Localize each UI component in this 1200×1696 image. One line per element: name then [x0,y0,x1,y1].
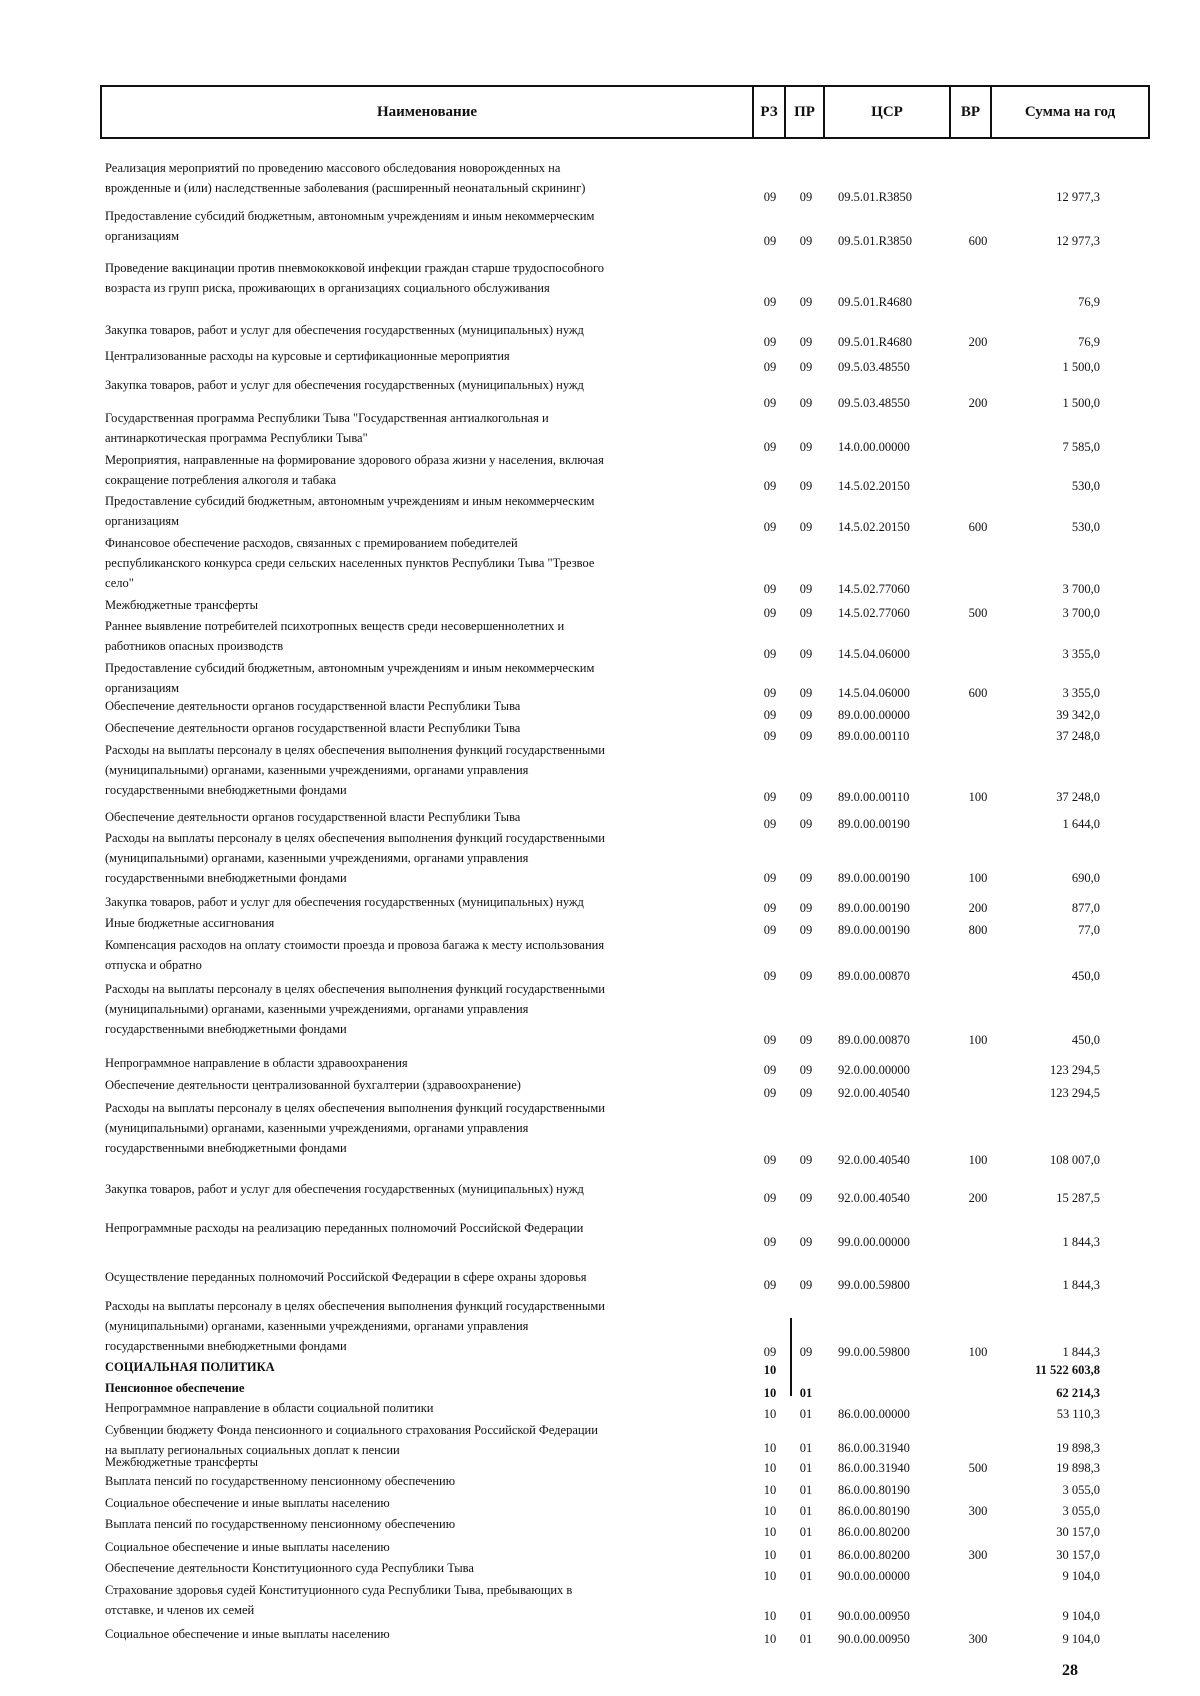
cell-sum: 1 500,0 [1062,396,1100,410]
row-name-line: организациям [105,681,180,695]
row-name [105,375,745,395]
cell-sum: 3 055,0 [1062,1483,1100,1497]
row-name-line: (муниципальными) органами, казенными учреждениями, органами управления [105,1319,529,1333]
row-name [105,408,745,448]
cell-sum: 123 294,5 [1050,1063,1100,1077]
cell-sum: 76,9 [1078,335,1100,349]
row-name [105,158,745,198]
cell-csr: 92.0.00.00000 [838,1063,910,1077]
row-name-line: Иные бюджетные ассигнования [105,916,275,930]
cell-vr: 300 [968,1632,988,1646]
cell-sum: 690,0 [1071,871,1100,885]
cell-rz: 09 [763,923,777,937]
row-name-line: Обеспечение деятельности органов государственной власти Республики Тыва [105,810,521,824]
row-name [105,346,745,366]
row-name-line: Мероприятия, направленные на формирование здорового образа жизни у населения, включая [105,453,604,467]
cell-csr: 14.5.04.06000 [838,686,910,700]
row-name-line: Обеспечение деятельности органов государственной власти Республики Тыва [105,699,521,713]
cell-csr: 92.0.00.40540 [838,1153,910,1167]
row-name-line: на выплату региональных социальных доплат к пенсии [105,1443,400,1457]
cell-pr: 01 [799,1407,813,1421]
cell-pr: 09 [799,1345,813,1359]
cell-rz: 10 [763,1548,777,1562]
cell-rz: 10 [763,1363,777,1377]
row-name [105,1537,745,1557]
row-name [105,979,745,1039]
cell-pr: 09 [799,479,813,493]
cell-rz: 09 [763,817,777,831]
cell-csr: 89.0.00.00190 [838,871,910,885]
cell-rz: 09 [763,606,777,620]
row-name [105,1624,745,1644]
row-name [105,1452,745,1472]
cell-rz: 10 [763,1407,777,1421]
cell-rz: 10 [763,1483,777,1497]
cell-sum: 450,0 [1071,969,1100,983]
cell-csr: 86.0.00.80200 [838,1525,910,1539]
row-name-line: Закупка товаров, работ и услуг для обеспечения государственных (муниципальных) нужд [105,1182,584,1196]
cell-rz: 09 [763,1153,777,1167]
row-name-line: Субвенции бюджету Фонда пенсионного и социального страхования Российской Федерации [105,1423,598,1437]
row-name [105,1218,745,1238]
cell-rz: 09 [763,969,777,983]
cell-pr: 09 [799,190,813,204]
cell-pr: 09 [799,708,813,722]
row-name-line: Расходы на выплаты персоналу в целях обеспечения выполнения функций государственными [105,1101,605,1115]
cell-sum: 9 104,0 [1062,1609,1100,1623]
cell-csr: 89.0.00.00190 [838,817,910,831]
row-name-line: Межбюджетные трансферты [105,598,259,612]
row-name-line: Раннее выявление потребителей психотропных веществ среди несовершеннолетних и [105,619,565,633]
cell-pr: 09 [799,234,813,248]
cell-vr: 100 [968,790,988,804]
row-name-line: Расходы на выплаты персоналу в целях обеспечения выполнения функций государственными [105,831,605,845]
row-name-line: Выплата пенсий по государственному пенсионному обеспечению [105,1474,456,1488]
cell-rz: 09 [763,396,777,410]
pr-column-mark [790,1318,792,1396]
cell-rz: 09 [763,901,777,915]
cell-sum: 1 644,0 [1062,817,1100,831]
cell-sum: 3 700,0 [1062,582,1100,596]
cell-rz: 09 [763,440,777,454]
cell-rz: 09 [763,790,777,804]
cell-sum: 877,0 [1071,901,1100,915]
row-name [105,450,745,490]
row-name [105,1378,745,1398]
cell-pr: 09 [799,335,813,349]
cell-vr: 200 [968,901,988,915]
row-name-line: врожденные и (или) наследственные заболевания (расширенный неонатальный скрининг) [105,181,586,195]
cell-sum: 30 157,0 [1056,1548,1100,1562]
row-name-line: Обеспечение деятельности Конституционного суда Республики Тыва [105,1561,474,1575]
row-name [105,1493,745,1513]
row-name [105,1296,745,1356]
cell-rz: 09 [763,686,777,700]
header-sum: Сумма на год [1024,103,1116,120]
row-name-line: (муниципальными) органами, казенными учреждениями, органами управления [105,1002,529,1016]
row-name-line: Проведение вакцинации против пневмококковой инфекции граждан старше трудоспособного [105,261,605,275]
row-name [105,1098,745,1158]
row-name-line: отпуска и обратно [105,958,202,972]
cell-sum: 76,9 [1078,295,1100,309]
header-name: Наименование [102,87,754,137]
cell-pr: 09 [799,606,813,620]
row-name-line: государственными внебюджетными фондами [105,871,347,885]
cell-csr: 86.0.00.80200 [838,1548,910,1562]
row-name-line: Обеспечение деятельности органов государственной власти Республики Тыва [105,721,521,735]
row-name-line: отставке, и членов их семей [105,1603,255,1617]
cell-csr: 09.5.01.R4680 [838,335,912,349]
cell-pr: 09 [799,790,813,804]
row-name-line: возраста из групп риска, проживающих в организациях социального обслуживания [105,281,550,295]
cell-sum: 39 342,0 [1056,708,1100,722]
cell-csr: 92.0.00.40540 [838,1191,910,1205]
cell-csr: 90.0.00.00000 [838,1569,910,1583]
row-name [105,258,745,298]
cell-csr: 89.0.00.00190 [838,923,910,937]
cell-vr: 200 [968,1191,988,1205]
cell-csr: 89.0.00.00870 [838,969,910,983]
row-name [105,1075,745,1095]
cell-sum: 37 248,0 [1056,729,1100,743]
cell-vr: 500 [968,1461,988,1475]
cell-pr: 09 [799,729,813,743]
cell-csr: 09.5.01.R4680 [838,295,912,309]
cell-sum: 1 844,3 [1062,1345,1100,1359]
cell-rz: 09 [763,647,777,661]
cell-csr: 89.0.00.00190 [838,901,910,915]
cell-rz: 09 [763,1278,777,1292]
cell-rz: 09 [763,190,777,204]
row-name-line: Реализация мероприятий по проведению массового обследования новорожденных на [105,161,561,175]
cell-pr: 09 [799,1191,813,1205]
cell-rz: 09 [763,479,777,493]
row-name [105,718,745,738]
cell-csr: 09.5.01.R3850 [838,190,912,204]
row-name-line: государственными внебюджетными фондами [105,1339,347,1353]
row-name [105,696,745,716]
cell-sum: 1 844,3 [1062,1278,1100,1292]
cell-pr: 09 [799,396,813,410]
row-name [105,533,745,593]
cell-pr: 01 [799,1504,813,1518]
cell-csr: 14.5.04.06000 [838,647,910,661]
cell-rz: 10 [763,1504,777,1518]
cell-csr: 90.0.00.00950 [838,1632,910,1646]
cell-csr: 86.0.00.80190 [838,1504,910,1518]
cell-pr: 09 [799,817,813,831]
cell-sum: 37 248,0 [1056,790,1100,804]
cell-vr: 100 [968,1153,988,1167]
cell-sum: 19 898,3 [1056,1441,1100,1455]
row-name-line: государственными внебюджетными фондами [105,1022,347,1036]
cell-pr: 09 [799,1235,813,1249]
cell-rz: 09 [763,335,777,349]
cell-pr: 09 [799,1153,813,1167]
row-name [105,913,745,933]
row-name-line: Предоставление субсидий бюджетным, автономным учреждениям и иным некоммерческим [105,494,595,508]
cell-pr: 09 [799,1063,813,1077]
row-name [105,595,745,615]
cell-vr: 200 [968,335,988,349]
cell-vr: 600 [968,234,988,248]
cell-csr: 14.5.02.20150 [838,520,910,534]
cell-csr: 89.0.00.00870 [838,1033,910,1047]
cell-csr: 99.0.00.59800 [838,1278,910,1292]
cell-csr: 14.5.02.77060 [838,606,910,620]
row-name-line: Межбюджетные трансферты [105,1455,259,1469]
cell-pr: 01 [799,1548,813,1562]
cell-vr: 100 [968,1033,988,1047]
cell-sum: 53 110,3 [1056,1407,1100,1421]
cell-csr: 09.5.03.48550 [838,360,910,374]
cell-sum: 108 007,0 [1050,1153,1100,1167]
cell-rz: 09 [763,729,777,743]
cell-rz: 10 [763,1525,777,1539]
row-name [105,616,745,656]
row-name-line: государственными внебюджетными фондами [105,1141,347,1155]
row-name-line: Расходы на выплаты персоналу в целях обеспечения выполнения функций государственными [105,1299,605,1313]
cell-csr: 14.5.02.20150 [838,479,910,493]
cell-sum: 12 977,3 [1056,190,1100,204]
cell-sum: 530,0 [1071,479,1100,493]
row-name-line: село" [105,576,134,590]
row-name-line: Закупка товаров, работ и услуг для обеспечения государственных (муниципальных) нужд [105,895,584,909]
page-number: 28 [1062,1662,1078,1679]
cell-csr: 99.0.00.59800 [838,1345,910,1359]
cell-rz: 09 [763,1063,777,1077]
row-name [105,206,745,246]
header-rz: РЗ [754,87,786,137]
cell-sum: 3 355,0 [1062,686,1100,700]
row-name-line: Страхование здоровья судей Конституционного суда Республики Тыва, пребывающих в [105,1583,573,1597]
cell-sum: 9 104,0 [1062,1632,1100,1646]
row-name-line: (муниципальными) органами, казенными учреждениями, органами управления [105,851,529,865]
cell-pr: 09 [799,1086,813,1100]
cell-sum: 30 157,0 [1056,1525,1100,1539]
row-name [105,740,745,800]
row-name-line: Компенсация расходов на оплату стоимости проезда и провоза багажа к месту использования [105,938,605,952]
cell-rz: 09 [763,234,777,248]
cell-csr: 14.5.02.77060 [838,582,910,596]
cell-sum: 530,0 [1071,520,1100,534]
cell-sum: 3 355,0 [1062,647,1100,661]
cell-pr: 01 [799,1609,813,1623]
row-name-line: Обеспечение деятельности централизованной бухгалтерии (здравоохранение) [105,1078,521,1092]
cell-pr: 09 [799,520,813,534]
cell-pr: 09 [799,901,813,915]
row-name-line: Расходы на выплаты персоналу в целях обеспечения выполнения функций государственными [105,982,605,996]
row-name-line: Предоставление субсидий бюджетным, автономным учреждениям и иным некоммерческим [105,209,595,223]
row-name-line: антинаркотическая программа Республики Тыва" [105,431,368,445]
cell-rz: 09 [763,1033,777,1047]
cell-pr: 01 [799,1483,813,1497]
cell-vr: 200 [968,396,988,410]
row-name [105,935,745,975]
cell-vr: 600 [968,520,988,534]
cell-pr: 01 [799,1525,813,1539]
header-csr: ЦСР [825,87,951,137]
cell-csr: 86.0.00.80190 [838,1483,910,1497]
cell-vr: 300 [968,1504,988,1518]
cell-rz: 10 [763,1609,777,1623]
row-name-line: республиканского конкурса среди сельских населенных пунктов Республики Тыва "Трезвое [105,556,595,570]
cell-pr: 09 [799,647,813,661]
cell-pr: 09 [799,295,813,309]
cell-csr: 99.0.00.00000 [838,1235,910,1249]
row-name-line: Централизованные расходы на курсовые и сертификационные мероприятия [105,349,510,363]
row-name-line: Государственная программа Республики Тыва "Государственная антиалкогольная и [105,411,549,425]
cell-rz: 09 [763,871,777,885]
cell-csr: 86.0.00.00000 [838,1407,910,1421]
cell-sum: 12 977,3 [1056,234,1100,248]
cell-sum: 3 055,0 [1062,1504,1100,1518]
row-name-line: государственными внебюджетными фондами [105,783,347,797]
cell-rz: 10 [763,1569,777,1583]
cell-rz: 09 [763,520,777,534]
cell-pr: 01 [799,1569,813,1583]
cell-vr: 500 [968,606,988,620]
cell-pr: 01 [799,1441,813,1455]
cell-sum: 7 585,0 [1062,440,1100,454]
row-name-line: Социальное обеспечение и иные выплаты населению [105,1496,390,1510]
row-name-line: Непрограммное направление в области социальной политики [105,1401,434,1415]
row-name-line: (муниципальными) органами, казенными учреждениями, органами управления [105,763,529,777]
row-name [105,807,745,827]
cell-sum: 77,0 [1078,923,1100,937]
cell-rz: 09 [763,295,777,309]
cell-sum: 3 700,0 [1062,606,1100,620]
row-name [105,320,745,340]
cell-pr: 09 [799,923,813,937]
row-name-line: Расходы на выплаты персоналу в целях обеспечения выполнения функций государственными [105,743,605,757]
cell-pr: 09 [799,969,813,983]
cell-rz: 09 [763,1191,777,1205]
row-name [105,491,745,531]
row-name [105,892,745,912]
cell-csr: 89.0.00.00000 [838,708,910,722]
row-name [105,658,745,698]
row-name [105,1558,745,1578]
cell-sum: 1 844,3 [1062,1235,1100,1249]
row-name-line: организациям [105,229,180,243]
row-name-line: работников опасных производств [105,639,284,653]
row-name-line: Социальное обеспечение и иные выплаты населению [105,1540,390,1554]
row-name-line: Выплата пенсий по государственному пенсионному обеспечению [105,1517,456,1531]
cell-pr: 09 [799,360,813,374]
row-name-line: Непрограммные расходы на реализацию переданных полномочий Российской Федерации [105,1221,584,1235]
cell-rz: 10 [763,1632,777,1646]
cell-vr: 100 [968,1345,988,1359]
row-name [105,1580,745,1620]
row-name [105,1179,745,1199]
cell-pr: 09 [799,686,813,700]
cell-rz: 09 [763,1235,777,1249]
row-name-line: Осуществление переданных полномочий Российской Федерации в сфере охраны здоровья [105,1270,587,1284]
row-name-line: Закупка товаров, работ и услуг для обеспечения государственных (муниципальных) нужд [105,378,584,392]
cell-pr: 09 [799,582,813,596]
cell-rz: 09 [763,708,777,722]
cell-vr: 800 [968,923,988,937]
cell-csr: 89.0.00.00110 [838,790,910,804]
row-name-line: организациям [105,514,180,528]
cell-csr: 86.0.00.31940 [838,1441,910,1455]
header-pr: ПР [786,87,825,137]
row-name-line: сокращение потребления алкоголя и табака [105,473,337,487]
cell-vr: 600 [968,686,988,700]
cell-csr: 14.0.00.00000 [838,440,910,454]
row-name [105,1471,745,1491]
cell-csr: 09.5.03.48550 [838,396,910,410]
cell-sum: 123 294,5 [1050,1086,1100,1100]
row-name [105,1053,745,1073]
cell-sum: 62 214,3 [1056,1386,1100,1400]
row-name-line: Непрограммное направление в области здравоохранения [105,1056,408,1070]
cell-rz: 09 [763,1086,777,1100]
row-name-line: Предоставление субсидий бюджетным, автономным учреждениям и иным некоммерческим [105,661,595,675]
row-name-line: Закупка товаров, работ и услуг для обеспечения государственных (муниципальных) нужд [105,323,584,337]
cell-csr: 09.5.01.R3850 [838,234,912,248]
cell-rz: 09 [763,1345,777,1359]
cell-sum: 11 522 603,8 [1035,1363,1100,1377]
cell-pr: 01 [799,1386,813,1400]
cell-pr: 09 [799,1278,813,1292]
row-name-line: Социальное обеспечение и иные выплаты населению [105,1627,390,1641]
cell-vr: 100 [968,871,988,885]
row-name [105,1514,745,1534]
cell-sum: 450,0 [1071,1033,1100,1047]
row-name-line: (муниципальными) органами, казенными учреждениями, органами управления [105,1121,529,1135]
row-name-line: Финансовое обеспечение расходов, связанных с премированием победителей [105,536,518,550]
cell-pr: 09 [799,871,813,885]
header-vr: ВР [951,87,992,137]
cell-rz: 09 [763,360,777,374]
cell-sum: 19 898,3 [1056,1461,1100,1475]
cell-csr: 89.0.00.00110 [838,729,910,743]
cell-rz: 10 [763,1441,777,1455]
cell-vr: 300 [968,1548,988,1562]
row-name [105,1357,745,1377]
cell-pr: 09 [799,1033,813,1047]
cell-csr: 86.0.00.31940 [838,1461,910,1475]
cell-csr: 92.0.00.40540 [838,1086,910,1100]
cell-pr: 01 [799,1632,813,1646]
cell-sum: 15 287,5 [1056,1191,1100,1205]
row-name [105,1267,745,1287]
row-name [105,1398,745,1418]
cell-sum: 9 104,0 [1062,1569,1100,1583]
row-name [105,828,745,888]
cell-pr: 09 [799,440,813,454]
cell-csr: 90.0.00.00950 [838,1609,910,1623]
row-name-line: СОЦИАЛЬНАЯ ПОЛИТИКА [105,1360,275,1374]
row-name-line: Пенсионное обеспечение [105,1381,245,1395]
cell-rz: 10 [763,1461,777,1475]
cell-sum: 1 500,0 [1062,360,1100,374]
cell-pr: 01 [799,1461,813,1475]
cell-rz: 10 [763,1386,777,1400]
cell-rz: 09 [763,582,777,596]
